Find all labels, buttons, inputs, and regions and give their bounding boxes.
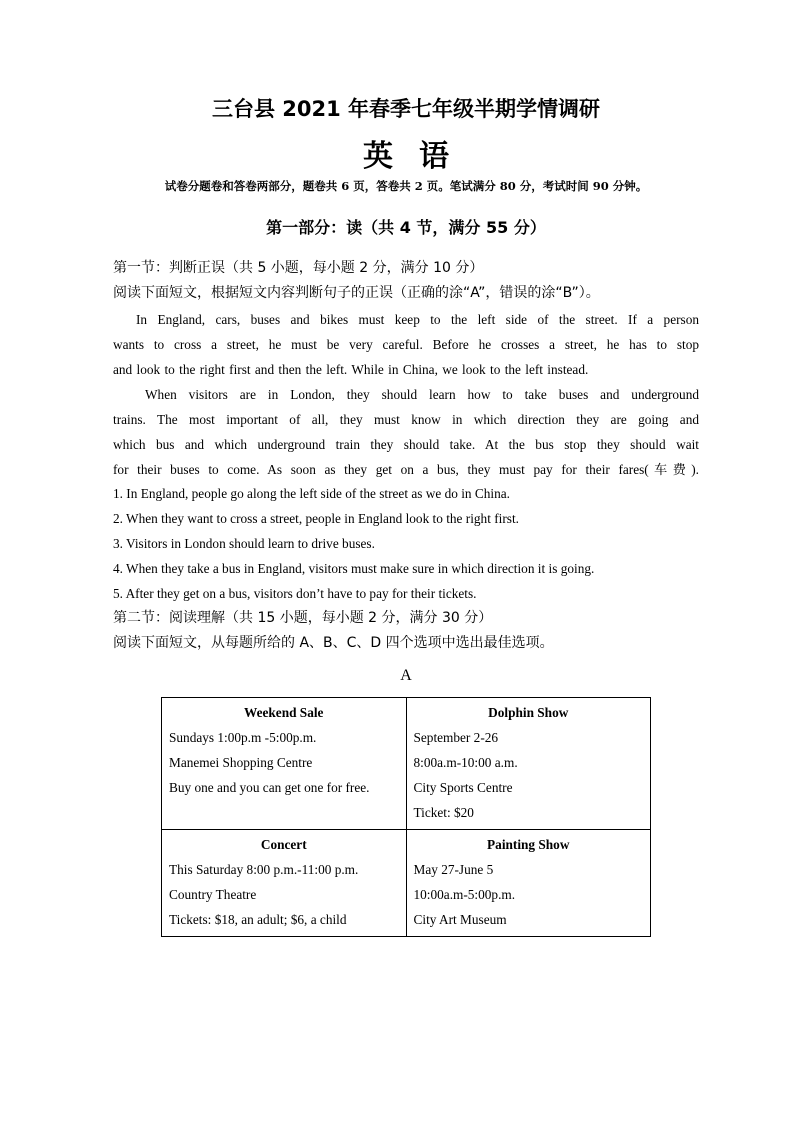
cell-line: This Saturday 8:00 p.m.-11:00 p.m.: [169, 862, 359, 877]
section-two-directions: 阅读下面短文，从每题所给的 A、B、C、D 四个选项中选出最佳选项。: [113, 635, 554, 651]
dolphin-show-title: Dolphin Show: [488, 705, 569, 720]
passage-paragraph-2: [113, 382, 699, 482]
passage-paragraph-1: [113, 307, 699, 382]
question-3: 3. Visitors in London should learn to drive buses.: [113, 536, 375, 551]
section-two-heading: 第二节：阅读理解（共 15 小题，每小题 2 分，满分 30 分）: [113, 610, 493, 626]
paragraph-line: and look to the right first and then the left. While in China, we look to the left instead.: [113, 362, 589, 377]
dolphin-show-cell: [406, 698, 651, 830]
painting-show-title: Painting Show: [487, 837, 570, 852]
cell-line: 8:00a.m-10:00 a.m.: [413, 755, 518, 770]
cell-line: City Sports Centre: [413, 780, 513, 795]
table-row: [162, 698, 651, 830]
subject-title: 英语: [363, 139, 475, 174]
section-one-directions: 阅读下面短文，根据短文内容判断句子的正误（正确的涂“A”，错误的涂“B”）。: [113, 285, 600, 301]
paragraph-line: which bus and which underground train they should take. At the bus stop they should wait: [113, 437, 699, 452]
cell-line: Sundays 1:00p.m -5:00p.m.: [169, 730, 317, 745]
question-1: 1. In England, people go along the left side of the street as we do in China.: [113, 486, 510, 501]
weekend-sale-title: Weekend Sale: [244, 705, 324, 720]
paragraph-line: When visitors are in London, they should learn how to take buses and underground: [145, 387, 699, 402]
cell-line: City Art Museum: [413, 912, 507, 927]
cell-line: Tickets: $18, an adult; $6, a child: [169, 912, 347, 927]
ads-table: [161, 697, 651, 937]
paragraph-line: for their buses to come. As soon as they get on a bus, they must pay for their fares(车费).: [113, 462, 699, 477]
section-one-heading: 第一节：判断正误（共 5 小题，每小题 2 分，满分 10 分）: [113, 260, 484, 276]
question-4: 4. When they take a bus in England, visitors must make sure in which direction it is going.: [113, 561, 595, 576]
question-5: 5. After they get on a bus, visitors don’t have to pay for their tickets.: [113, 586, 477, 601]
painting-show-cell: [406, 830, 651, 937]
paragraph-line: In England, cars, buses and bikes must keep to the left side of the street. If a person: [136, 312, 699, 327]
part-one-title: 第一部分：读（共 4 节，满分 55 分）: [266, 218, 546, 237]
paragraph-line: trains. The most important of all, they must know in which direction they are going and: [113, 412, 699, 427]
paragraph-line: wants to cross a street, he must be very careful. Before he crosses a street, he has to stop: [113, 337, 699, 352]
exam-title: 三台县 2021 年春季七年级半期学情调研: [211, 97, 601, 121]
cell-line: September 2-26: [413, 730, 499, 745]
table-row: [162, 830, 651, 937]
cell-line: Country Theatre: [169, 887, 257, 902]
concert-title: Concert: [260, 837, 307, 852]
concert-cell: [162, 830, 407, 937]
weekend-sale-cell: [162, 698, 407, 830]
cell-line: 10:00a.m-5:00p.m.: [413, 887, 516, 902]
question-2: 2. When they want to cross a street, people in England look to the right first.: [113, 511, 519, 526]
cell-line: Ticket: $20: [413, 805, 474, 820]
cell-line: Manemei Shopping Centre: [169, 755, 313, 770]
cell-line: May 27-June 5: [413, 862, 494, 877]
exam-instructions: 试卷分题卷和答卷两部分，题卷共 6 页，答卷共 2 页。笔试满分 80 分，考试时间 90 分钟。: [164, 179, 648, 193]
cell-line: Buy one and you can get one for free.: [169, 780, 370, 795]
passage-a-label: A: [400, 667, 412, 684]
